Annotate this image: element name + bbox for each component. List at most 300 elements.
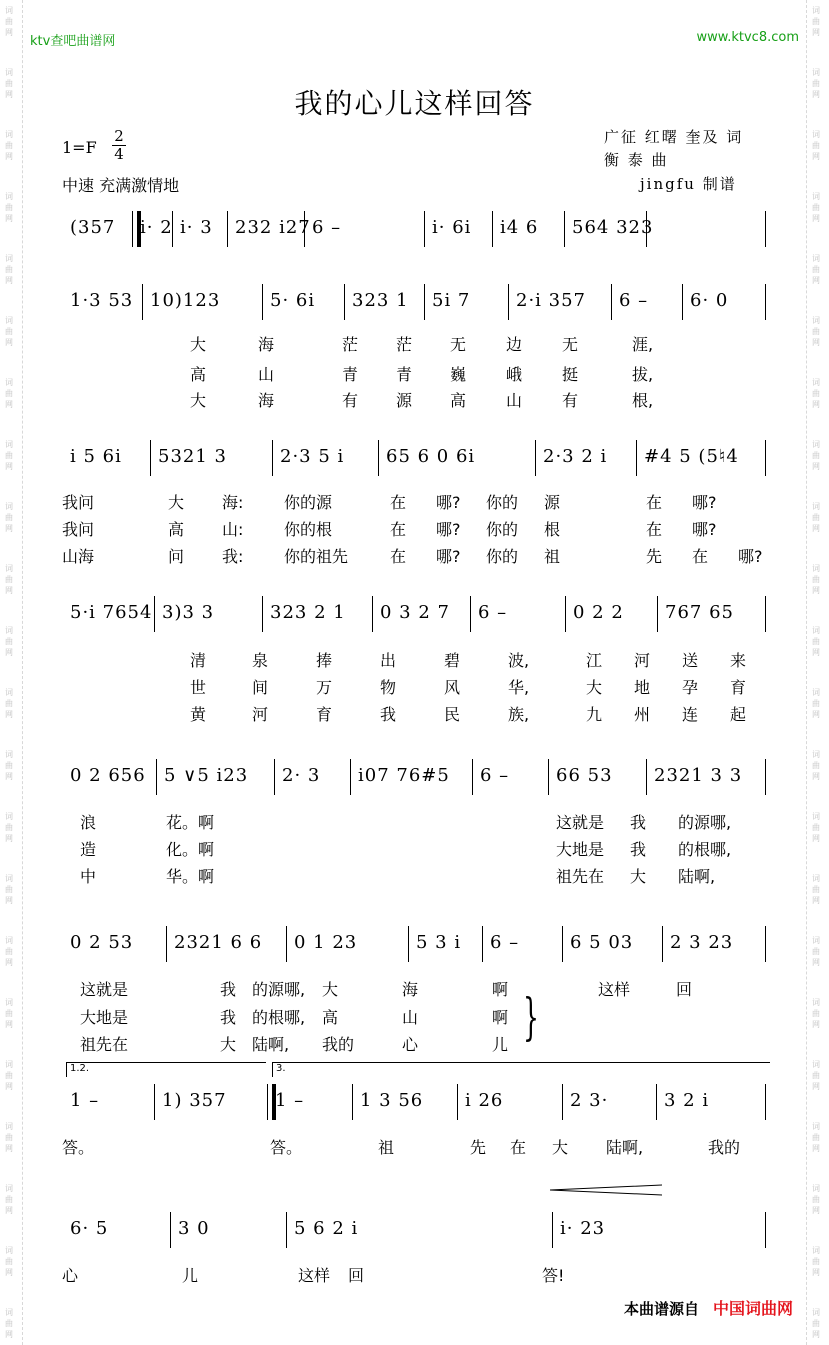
measure-notes: 1 3 56	[360, 1090, 424, 1111]
watermark-char: 网	[5, 1330, 13, 1339]
double-barline	[267, 1084, 276, 1120]
watermark-char: 网	[5, 1268, 13, 1277]
source-site-link[interactable]: 中国词曲网	[712, 1299, 793, 1318]
watermark-char: 曲	[5, 17, 13, 26]
measure-notes: 2·i 357	[516, 290, 587, 311]
lyric-word: 中	[80, 867, 97, 886]
measure-notes: 0 2 656	[70, 765, 146, 786]
watermark-char: 曲	[5, 575, 13, 584]
lyric-word: 祖先在	[556, 867, 605, 886]
lyric-word: 大	[630, 867, 647, 886]
barline	[657, 596, 658, 632]
barline	[227, 211, 228, 247]
meter-bottom: 4	[112, 145, 126, 163]
barline	[646, 211, 647, 247]
watermark-char: 曲	[812, 699, 820, 708]
measure-notes: 5· 6i	[270, 290, 316, 311]
watermark-char: 网	[5, 276, 13, 285]
lyric-word: 出	[380, 651, 397, 670]
first-ending-bracket: 1.2.	[66, 1062, 266, 1077]
watermark-char: 网	[5, 400, 13, 409]
barline	[156, 759, 157, 795]
lyric-word: 大	[220, 1035, 237, 1054]
lyric-word: 祖	[544, 547, 561, 566]
watermark-char: 曲	[812, 203, 820, 212]
lyric-word: 陆啊,	[252, 1035, 290, 1054]
lyric-word: 心	[62, 1266, 79, 1285]
barline	[765, 284, 766, 320]
measure-notes: 6· 5	[70, 1218, 109, 1239]
measure-notes: 2321 3 3	[654, 765, 743, 786]
barline	[352, 1084, 353, 1120]
lyric-word: 源	[544, 493, 561, 512]
measure-notes: i07 76#5	[358, 765, 450, 786]
second-ending-bracket: 3.	[272, 1062, 770, 1077]
lyric-word: 我的	[708, 1138, 741, 1157]
barline	[765, 440, 766, 476]
lyric-word: 的源哪,	[252, 980, 306, 999]
watermark-char: 网	[812, 1144, 820, 1153]
barline	[142, 284, 143, 320]
lyric-word: 浪	[80, 813, 97, 832]
measure-notes: 65 6 0 6i	[386, 446, 476, 467]
lyric-word: 答。	[62, 1138, 95, 1157]
barline	[262, 284, 263, 320]
lyric-word: 拔,	[632, 365, 654, 384]
score-row-4	[62, 602, 768, 628]
watermark-char: 词	[5, 1308, 13, 1317]
watermark-char: 曲	[5, 327, 13, 336]
watermark-char: 网	[5, 462, 13, 471]
watermark-char: 网	[5, 710, 13, 719]
lyric-word: 涯,	[632, 335, 654, 354]
measure-notes: 2321 6 6	[174, 932, 263, 953]
measure-notes: 3 0	[178, 1218, 210, 1239]
lyric-word: 峨	[506, 365, 523, 384]
lyric-word: 陆啊,	[606, 1138, 644, 1157]
watermark-char: 网	[5, 772, 13, 781]
lyric-word: 在	[646, 493, 663, 512]
lyric-word: 祖先在	[80, 1035, 129, 1054]
barline	[286, 926, 287, 962]
lyric-word: 大	[552, 1138, 569, 1157]
watermark-char: 网	[5, 524, 13, 533]
lyric-word: 高	[450, 391, 467, 410]
watermark-char: 词	[5, 1184, 13, 1193]
lyric-word: 我:	[222, 547, 244, 566]
measure-notes: 66 53	[556, 765, 613, 786]
measure-notes: i· 6i	[432, 217, 472, 238]
measure-notes: 0 3 2 7	[380, 602, 450, 623]
watermark-char: 曲	[5, 947, 13, 956]
watermark-char: 曲	[812, 1071, 820, 1080]
lyric-word: 我问	[62, 520, 95, 539]
lyric-word: 高	[190, 365, 207, 384]
lyric-word: 先	[470, 1138, 487, 1157]
lyric-word: 花。啊	[166, 813, 215, 832]
watermark-char: 词	[5, 998, 13, 1007]
measure-notes: i· 3	[180, 217, 213, 238]
watermark-char: 词	[5, 1122, 13, 1131]
watermark-char: 曲	[812, 265, 820, 274]
barline	[565, 596, 566, 632]
watermark-char: 网	[812, 1206, 820, 1215]
lyric-word: 大	[586, 678, 603, 697]
lyric-word: 高	[168, 520, 185, 539]
lyric-word: 海	[402, 980, 419, 999]
lyric-word: 山	[506, 391, 523, 410]
measure-notes: 0 2 2	[573, 602, 624, 623]
watermark-char: 曲	[5, 389, 13, 398]
watermark-char: 词	[5, 254, 13, 263]
lyric-word: 青	[342, 365, 359, 384]
watermark-char: 网	[812, 524, 820, 533]
measure-notes: 5 3 i	[416, 932, 462, 953]
measure-notes: 2·3 2 i	[543, 446, 608, 467]
lyric-word: 祖	[378, 1138, 395, 1157]
measure-notes: 3 2 i	[664, 1090, 710, 1111]
barline	[765, 1084, 766, 1120]
key-signature: 1=F	[62, 138, 97, 157]
score-row-3	[62, 446, 768, 472]
measure-notes: 2 3 23	[670, 932, 734, 953]
lyric-word: 在	[646, 520, 663, 539]
watermark-char: 曲	[5, 203, 13, 212]
lyric-word: 山	[258, 365, 275, 384]
double-barline	[132, 211, 141, 247]
barline	[682, 284, 683, 320]
barline	[656, 1084, 657, 1120]
lyric-word: 儿	[182, 1266, 199, 1285]
lyric-word: 起	[730, 705, 747, 724]
watermark-char: 曲	[5, 761, 13, 770]
watermark-char: 曲	[5, 1071, 13, 1080]
score-row-5	[62, 765, 768, 791]
watermark-char: 曲	[812, 141, 820, 150]
lyric-word: 华,	[508, 678, 530, 697]
lyric-word: 哪?	[692, 520, 717, 539]
barline	[470, 596, 471, 632]
barline	[172, 211, 173, 247]
lyric-word: 我	[380, 705, 397, 724]
watermark-char: 词	[812, 1308, 820, 1317]
tempo-marking: 中速 充满激情地	[62, 176, 180, 195]
lyric-word: 啊	[492, 1008, 509, 1027]
watermark-char: 网	[812, 896, 820, 905]
watermark-char: 词	[812, 1184, 820, 1193]
lyric-word: 世	[190, 678, 207, 697]
meter-top: 2	[114, 127, 124, 145]
barline	[765, 596, 766, 632]
watermark-char: 曲	[812, 389, 820, 398]
lyric-word: 育	[316, 705, 333, 724]
lyric-word: 波,	[508, 651, 530, 670]
barline	[378, 440, 379, 476]
barline	[562, 1084, 563, 1120]
lyric-word: 茫	[396, 335, 413, 354]
barline	[492, 211, 493, 247]
watermark-char: 网	[5, 586, 13, 595]
lyric-word: 在	[510, 1138, 527, 1157]
barline	[424, 211, 425, 247]
watermark-char: 曲	[812, 1257, 820, 1266]
watermark-char: 网	[5, 1206, 13, 1215]
watermark-char: 网	[812, 648, 820, 657]
watermark-char: 曲	[5, 513, 13, 522]
lyric-word: 答。	[270, 1138, 303, 1157]
lyric-word: 九	[586, 705, 603, 724]
lyric-word: 根	[544, 520, 561, 539]
watermark-char: 词	[812, 564, 820, 573]
watermark-char: 曲	[812, 947, 820, 956]
lyric-word: 心	[402, 1035, 419, 1054]
watermark-char: 词	[5, 688, 13, 697]
watermark-char: 网	[812, 1020, 820, 1029]
lyric-word: 这样	[598, 980, 631, 999]
watermark-char: 网	[5, 90, 13, 99]
watermark-char: 词	[5, 68, 13, 77]
watermark-char: 词	[812, 68, 820, 77]
lyric-word: 山海	[62, 547, 95, 566]
measure-notes: 1) 357	[162, 1090, 227, 1111]
lyric-word: 地	[634, 678, 651, 697]
watermark-char: 网	[812, 214, 820, 223]
time-signature	[112, 128, 126, 163]
barline	[564, 211, 565, 247]
watermark-char: 词	[812, 192, 820, 201]
watermark-char: 网	[812, 834, 820, 843]
measure-notes: i 5 6i	[70, 446, 122, 467]
barline	[424, 284, 425, 320]
measure-notes: 6 5 03	[570, 932, 634, 953]
measure-notes: 6 –	[478, 602, 508, 623]
watermark-char: 网	[812, 28, 820, 37]
watermark-char: 曲	[812, 823, 820, 832]
lyric-word: 问	[168, 547, 185, 566]
watermark-char: 曲	[5, 637, 13, 646]
barline	[482, 926, 483, 962]
barline	[765, 926, 766, 962]
watermark-char: 曲	[812, 513, 820, 522]
lyric-word: 在	[390, 493, 407, 512]
lyric-word: 大	[190, 335, 207, 354]
measure-notes: 5i 7	[432, 290, 471, 311]
lyric-word: 碧	[444, 651, 461, 670]
watermark-char: 网	[812, 90, 820, 99]
measure-notes: 2·3 5 i	[280, 446, 345, 467]
composer-credit: 衡 泰 曲	[604, 151, 669, 169]
site-url-right[interactable]: www.ktvc8.com	[696, 30, 799, 45]
barline	[662, 926, 663, 962]
lyric-word: 大地是	[556, 840, 605, 859]
watermark-char: 曲	[5, 141, 13, 150]
lyric-word: 海	[258, 391, 275, 410]
barline	[457, 1084, 458, 1120]
lyric-word: 哪?	[692, 493, 717, 512]
barline	[548, 759, 549, 795]
lyric-word: 哪?	[436, 547, 461, 566]
watermark-char: 曲	[5, 1319, 13, 1328]
watermark-char: 曲	[812, 451, 820, 460]
watermark-char: 曲	[812, 1195, 820, 1204]
measure-notes: 323 2 1	[270, 602, 346, 623]
lyric-word: 茫	[342, 335, 359, 354]
measure-notes: 5·i 7654	[70, 602, 153, 623]
measure-notes: 1 –	[275, 1090, 305, 1111]
watermark-char: 网	[5, 958, 13, 967]
measure-notes: 0 2 53	[70, 932, 134, 953]
left-watermark-strip	[0, 0, 23, 1345]
watermark-char: 曲	[5, 265, 13, 274]
lyric-word: 无	[450, 335, 467, 354]
measure-notes: 10)123	[150, 290, 221, 311]
lyric-word: 边	[506, 335, 523, 354]
watermark-char: 网	[5, 338, 13, 347]
lyric-word: 你的祖先	[284, 547, 349, 566]
measure-notes: 5 6 2 i	[294, 1218, 359, 1239]
source-label: 本曲谱源自	[623, 1300, 699, 1318]
watermark-char: 词	[812, 1122, 820, 1131]
barline	[262, 596, 263, 632]
watermark-char: 词	[812, 130, 820, 139]
measure-notes: i 26	[465, 1090, 504, 1111]
lyric-word: 儿	[492, 1035, 509, 1054]
lyric-word: 你的根	[284, 520, 333, 539]
watermark-char: 词	[5, 874, 13, 883]
measure-notes: 0 1 23	[294, 932, 358, 953]
watermark-char: 曲	[5, 79, 13, 88]
measure-notes: i4 6	[500, 217, 539, 238]
site-name-left[interactable]: ktv查吧曲谱网	[30, 34, 116, 49]
score-row-2	[62, 290, 768, 316]
lyric-word: 有	[342, 391, 359, 410]
barline	[562, 926, 563, 962]
watermark-char: 网	[812, 400, 820, 409]
lyric-word: 我	[220, 980, 237, 999]
barline	[150, 440, 151, 476]
measure-notes: 3)3 3	[162, 602, 215, 623]
lyricist-credit: 广征 红曙 奎及 词	[604, 128, 744, 146]
barline	[765, 759, 766, 795]
lyric-word: 山:	[222, 520, 244, 539]
lyric-word: 我	[630, 840, 647, 859]
watermark-char: 曲	[5, 823, 13, 832]
measure-notes: 323 1	[352, 290, 409, 311]
watermark-char: 网	[812, 1268, 820, 1277]
measure-notes: 564 323	[572, 217, 654, 238]
watermark-char: 词	[812, 812, 820, 821]
barline	[408, 926, 409, 962]
lyric-word: 在	[390, 520, 407, 539]
lyric-word: 海:	[222, 493, 244, 512]
lyric-word: 我	[630, 813, 647, 832]
measure-notes: i· 2	[140, 217, 173, 238]
lyric-word: 陆啊,	[678, 867, 716, 886]
barline	[272, 440, 273, 476]
watermark-char: 词	[812, 440, 820, 449]
lyric-word: 连	[682, 705, 699, 724]
lyric-word: 万	[316, 678, 333, 697]
watermark-char: 曲	[812, 79, 820, 88]
lyric-word: 黄	[190, 705, 207, 724]
barline	[274, 759, 275, 795]
lyric-word: 我	[220, 1008, 237, 1027]
barline	[646, 759, 647, 795]
measure-notes: 1·3 53	[70, 290, 134, 311]
watermark-char: 曲	[5, 1133, 13, 1142]
lyric-word: 哪?	[738, 547, 763, 566]
watermark-char: 词	[5, 564, 13, 573]
measure-notes: 6 –	[312, 217, 342, 238]
watermark-char: 曲	[5, 885, 13, 894]
lyric-word: 我问	[62, 493, 95, 512]
watermark-char: 曲	[5, 451, 13, 460]
watermark-char: 词	[5, 1246, 13, 1255]
watermark-char: 网	[812, 958, 820, 967]
lyric-word: 河	[634, 651, 651, 670]
watermark-char: 网	[5, 214, 13, 223]
watermark-char: 词	[812, 750, 820, 759]
lyrics-brace: }	[522, 988, 539, 1046]
barline	[636, 440, 637, 476]
watermark-char: 网	[812, 1082, 820, 1091]
watermark-char: 词	[5, 192, 13, 201]
lyric-word: 山	[402, 1008, 419, 1027]
measure-notes: 6· 0	[690, 290, 729, 311]
barline	[350, 759, 351, 795]
watermark-char: 网	[5, 1144, 13, 1153]
lyric-word: 你的源	[284, 493, 333, 512]
lyric-word: 河	[252, 705, 269, 724]
watermark-char: 网	[812, 152, 820, 161]
watermark-char: 词	[812, 626, 820, 635]
watermark-char: 网	[5, 896, 13, 905]
watermark-char: 曲	[5, 1257, 13, 1266]
watermark-char: 词	[812, 502, 820, 511]
barline	[170, 1212, 171, 1248]
lyric-word: 在	[692, 547, 709, 566]
decrescendo-hairpin	[550, 1184, 662, 1196]
watermark-char: 网	[5, 834, 13, 843]
lyric-word: 捧	[316, 651, 333, 670]
measure-notes: #4 5 (5♮4	[644, 446, 739, 467]
lyric-word: 化。啊	[166, 840, 215, 859]
lyric-word: 华。啊	[166, 867, 215, 886]
barline	[166, 926, 167, 962]
barline	[286, 1212, 287, 1248]
measure-notes: 6 –	[619, 290, 649, 311]
barline	[154, 1084, 155, 1120]
watermark-char: 词	[812, 254, 820, 263]
watermark-char: 网	[5, 1082, 13, 1091]
watermark-char: 网	[5, 152, 13, 161]
barline	[765, 1212, 766, 1248]
source-footer	[624, 1296, 793, 1319]
watermark-char: 曲	[812, 575, 820, 584]
measure-notes: 2 3·	[570, 1090, 609, 1111]
lyric-word: 根,	[632, 391, 654, 410]
watermark-char: 词	[5, 440, 13, 449]
lyric-word: 哪?	[436, 493, 461, 512]
watermark-char: 词	[5, 6, 13, 15]
lyric-word: 民	[444, 705, 461, 724]
lyric-word: 物	[380, 678, 397, 697]
watermark-char: 词	[5, 130, 13, 139]
watermark-char: 曲	[812, 1319, 820, 1328]
watermark-char: 曲	[812, 17, 820, 26]
watermark-char: 网	[5, 648, 13, 657]
watermark-char: 网	[812, 772, 820, 781]
